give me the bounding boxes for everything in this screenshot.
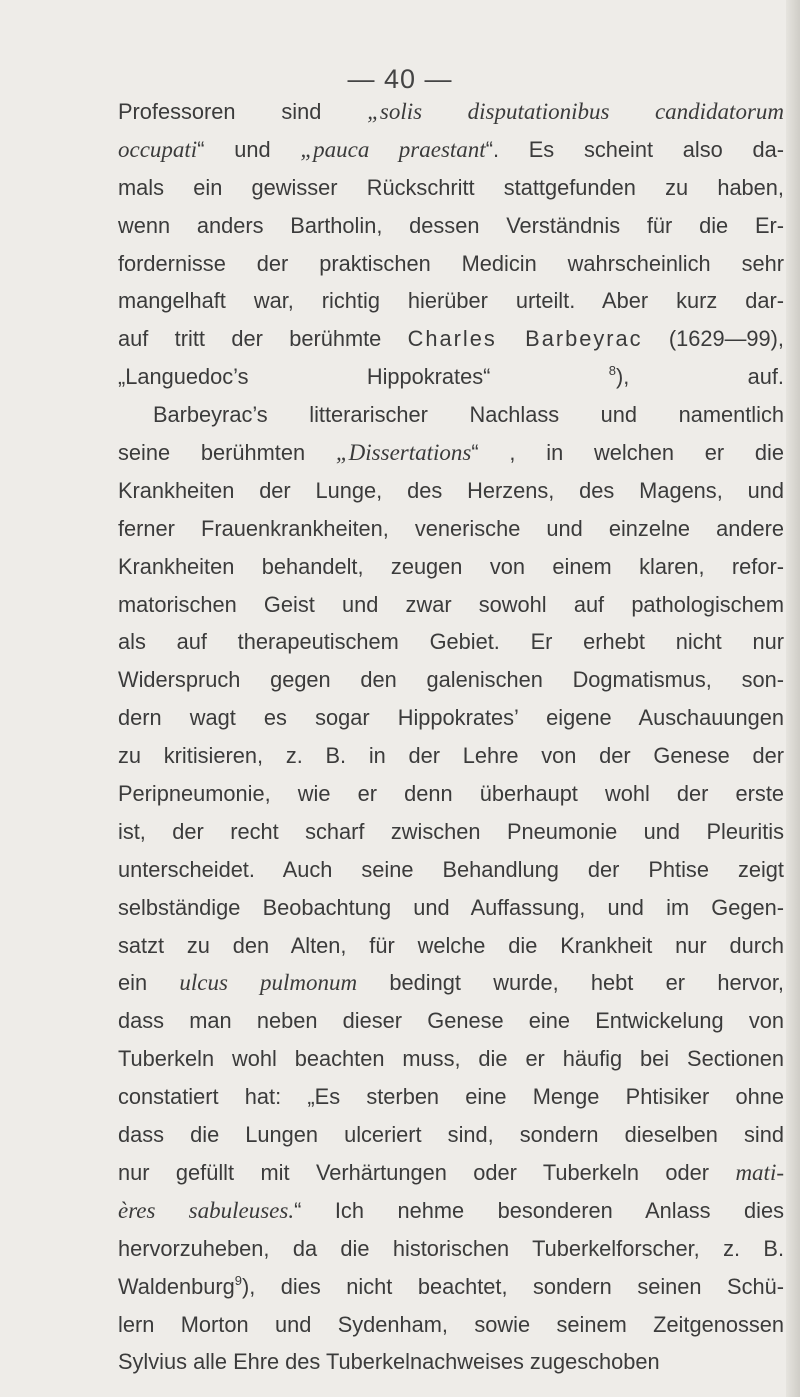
text-line [118, 169, 784, 207]
text-run: mangelhaft war, richtig hierüber urteilt. Aber kurz dar- [118, 288, 784, 314]
text-run: als auf therapeutischem Gebiet. Er erhebt nicht nur [118, 629, 784, 655]
text-run: seine berühmten [118, 440, 336, 466]
text-line [118, 661, 784, 699]
text-run: zu kritisieren, z. B. in der Lehre von der Genese der [118, 743, 784, 769]
text-line [118, 1306, 784, 1344]
italic-run: occupati [118, 136, 198, 162]
text-run: “ , in welchen er die [471, 440, 785, 466]
text-run: unterscheidet. Auch seine Behandlung der Phtise zeigt [118, 856, 784, 882]
italic-run: mati- [735, 1159, 784, 1185]
text-run: dass man neben dieser Genese eine Entwickelung von [118, 1008, 784, 1034]
text-line [118, 396, 784, 434]
text-run: nur gefüllt mit Verhärtungen oder Tuberkeln oder [118, 1159, 736, 1185]
text-run: Krankheiten behandelt, zeugen von einem klaren, refor- [118, 553, 784, 579]
italic-run: ères sabuleuses. [118, 1197, 295, 1223]
text-run: Barbeyrac’s litterarischer Nachlass und namentlich [153, 402, 784, 428]
text-run: fordernisse der praktischen Medicin wahrscheinlich sehr [118, 250, 784, 276]
italic-run: „solis disputationibus candidatorum [367, 99, 784, 124]
text-line [118, 1268, 784, 1306]
text-run: ), dies nicht beachtet, sondern seinen Schü- [241, 1273, 784, 1299]
text-run: wenn anders Bartholin, dessen Verständnis für die Er- [118, 212, 784, 238]
text-line [118, 1230, 784, 1268]
text-line [118, 623, 784, 661]
text-run: ein [118, 970, 180, 996]
text-line [118, 699, 784, 737]
text-line [118, 851, 784, 889]
text-line [118, 207, 784, 245]
text-line [118, 927, 784, 965]
italic-run: ulcus pulmonum [179, 970, 358, 996]
footnote-ref: 8 [608, 363, 616, 379]
text-run: Waldenburg [118, 1273, 235, 1299]
text-run: satzt zu den Alten, für welche die Krankheit nur durch [118, 932, 784, 958]
text-line [118, 1040, 784, 1078]
text-run: hervorzuheben, da die historischen Tuberkelforscher, z. B. [118, 1235, 784, 1261]
text-run: ), auf. [615, 364, 784, 390]
text-run: bedingt wurde, hebt er hervor, [357, 970, 784, 996]
text-line [118, 1154, 784, 1192]
text-run: Krankheiten der Lunge, des Herzens, des Magens, und [118, 477, 784, 503]
text-run: Widerspruch gegen den galenischen Dogmatismus, son- [118, 667, 784, 693]
text-line [118, 1343, 784, 1381]
text-line [118, 358, 784, 396]
text-line [118, 964, 784, 1002]
text-line [118, 1078, 784, 1116]
text-line [118, 813, 784, 851]
text-line [118, 1002, 784, 1040]
text-line [118, 889, 784, 927]
text-run: mals ein gewisser Rückschritt stattgefunden zu haben, [118, 174, 784, 200]
text-line [118, 472, 784, 510]
footnote-ref: 9 [234, 1272, 242, 1288]
text-line [118, 245, 784, 283]
text-run: matorischen Geist und zwar sowohl auf pathologischem [118, 591, 784, 617]
page-number: — 40 — [347, 64, 453, 94]
text-line [118, 131, 784, 169]
text-run: ist, der recht scharf zwischen Pneumonie und Pleuritis [118, 818, 784, 844]
text-line [118, 1116, 784, 1154]
body-text [118, 93, 784, 1381]
text-line [118, 775, 784, 813]
text-line [118, 548, 784, 586]
text-run: dass die Lungen ulceriert sind, sondern dieselben sind [118, 1122, 784, 1148]
italic-run: „Dissertations [335, 440, 472, 466]
text-run: constatiert hat: „Es sterben eine Menge Phtisiker ohne [118, 1084, 784, 1110]
text-run: “ und [197, 136, 301, 162]
spaced-name: Charles Barbeyrac [407, 326, 643, 352]
text-line [118, 282, 784, 320]
text-run: ferner Frauenkrankheiten, venerische und einzelne andere [118, 515, 784, 541]
italic-run: „pauca praestant [300, 136, 486, 162]
text-run: lern Morton und Sydenham, sowie seinem Zeitgenossen [118, 1311, 784, 1337]
text-run: (1629—99), [642, 326, 784, 352]
text-run: “. Es scheint also da- [485, 136, 784, 162]
text-line [118, 93, 784, 131]
text-run: selbständige Beobachtung und Auffassung, und im Gegen- [118, 894, 784, 920]
text-run: auf tritt der berühmte [118, 326, 408, 352]
text-line [118, 586, 784, 624]
text-run: Sylvius alle Ehre des Tuberkelnachweises zugeschoben [118, 1349, 660, 1375]
text-run: Peripneumonie, wie er denn überhaupt wohl der erste [118, 781, 784, 807]
text-run: “ Ich nehme besonderen Anlass dies [294, 1197, 785, 1223]
page-edge-shadow [786, 0, 800, 1397]
text-run: Professoren sind [118, 99, 368, 124]
text-run: Tuberkeln wohl beachten muss, die er häufig bei Sectionen [118, 1046, 784, 1072]
text-line [118, 737, 784, 775]
text-run: dern wagt es sogar Hippokrates’ eigene Auschauungen [118, 705, 784, 731]
text-line [118, 510, 784, 548]
text-run: „Languedoc’s Hippokrates“ [118, 364, 609, 390]
text-line [118, 434, 784, 472]
text-line [118, 1192, 784, 1230]
text-line [118, 320, 784, 358]
